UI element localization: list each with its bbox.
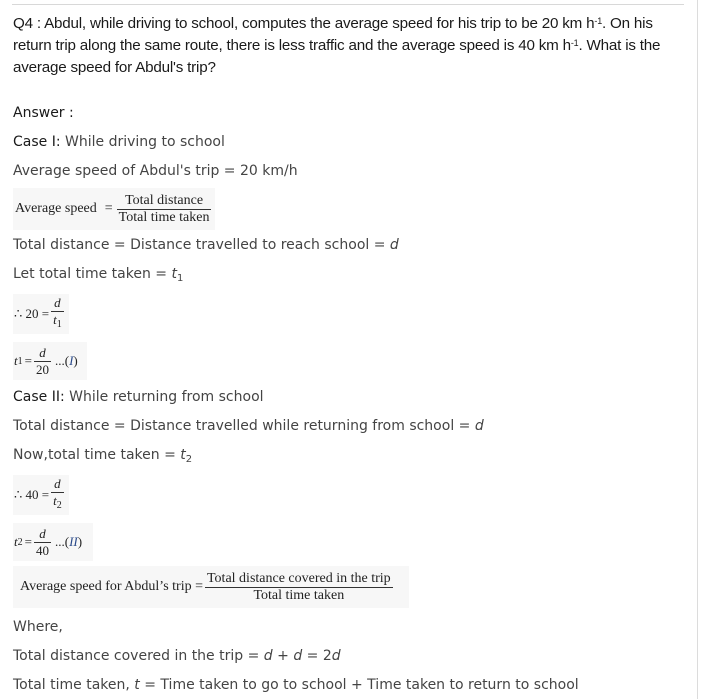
- equation-20-equals-d-over-t1: ∴ 20 = $\frac{d}{t_1}$: [13, 294, 69, 334]
- case2-line: Case II: While returning from school: [13, 389, 264, 405]
- case1-line: Case I: While driving to school: [13, 134, 225, 150]
- time-taken-case2: Now,total time taken = $t_2$: [13, 447, 193, 465]
- total-distance-case1: Total distance = Distance travelled to reach school = d: [13, 237, 399, 253]
- question-text: Q4 : Abdul, while driving to school, computes the average speed for his trip to be 20 km $h^{-1}$. On his return trip along the same route, there is less traffic and the average speed is 40 km $h^{-1}$. What is the average speed for Abdul's trip?: [13, 15, 661, 76]
- total-distance-trip: Total distance covered in the trip = d + d = 2d: [13, 648, 341, 664]
- top-divider: [12, 4, 684, 5]
- formula-average-speed: Average speed = $\frac{\text{Total distance}}{\text{Total time taken}}$: [13, 188, 215, 230]
- total-time-trip: Total time taken, t = Time taken to go to school + Time taken to return to school: [13, 677, 579, 693]
- equation-t1-equals-d-over-20: t 1 = $\frac{d}{20}$ ...(I): [13, 342, 87, 380]
- total-distance-case2: Total distance = Distance travelled while returning from school = d: [13, 418, 484, 434]
- where-label: Where,: [13, 619, 63, 635]
- case1-label: Case I:: [13, 134, 61, 150]
- avg-speed-line: Average speed of Abdul's trip = 20 km/h: [13, 163, 298, 179]
- answer-heading: Answer :: [13, 105, 74, 121]
- equation-40-equals-d-over-t2: ∴ 40 = $\frac{d}{t_2}$: [13, 475, 69, 515]
- question-label: Q4 :: [13, 15, 41, 32]
- formula-average-speed-trip: Average speed for Abdul’s trip = $\frac{\text{Total distance covered in the trip}}{\text{Total time taken}}$: [13, 566, 409, 608]
- equation-t2-equals-d-over-40: t 2 = $\frac{d}{40}$ ...(II): [13, 523, 93, 561]
- time-taken-case1: Let total time taken = $t_1$: [13, 266, 184, 284]
- case2-label: Case II:: [13, 389, 65, 405]
